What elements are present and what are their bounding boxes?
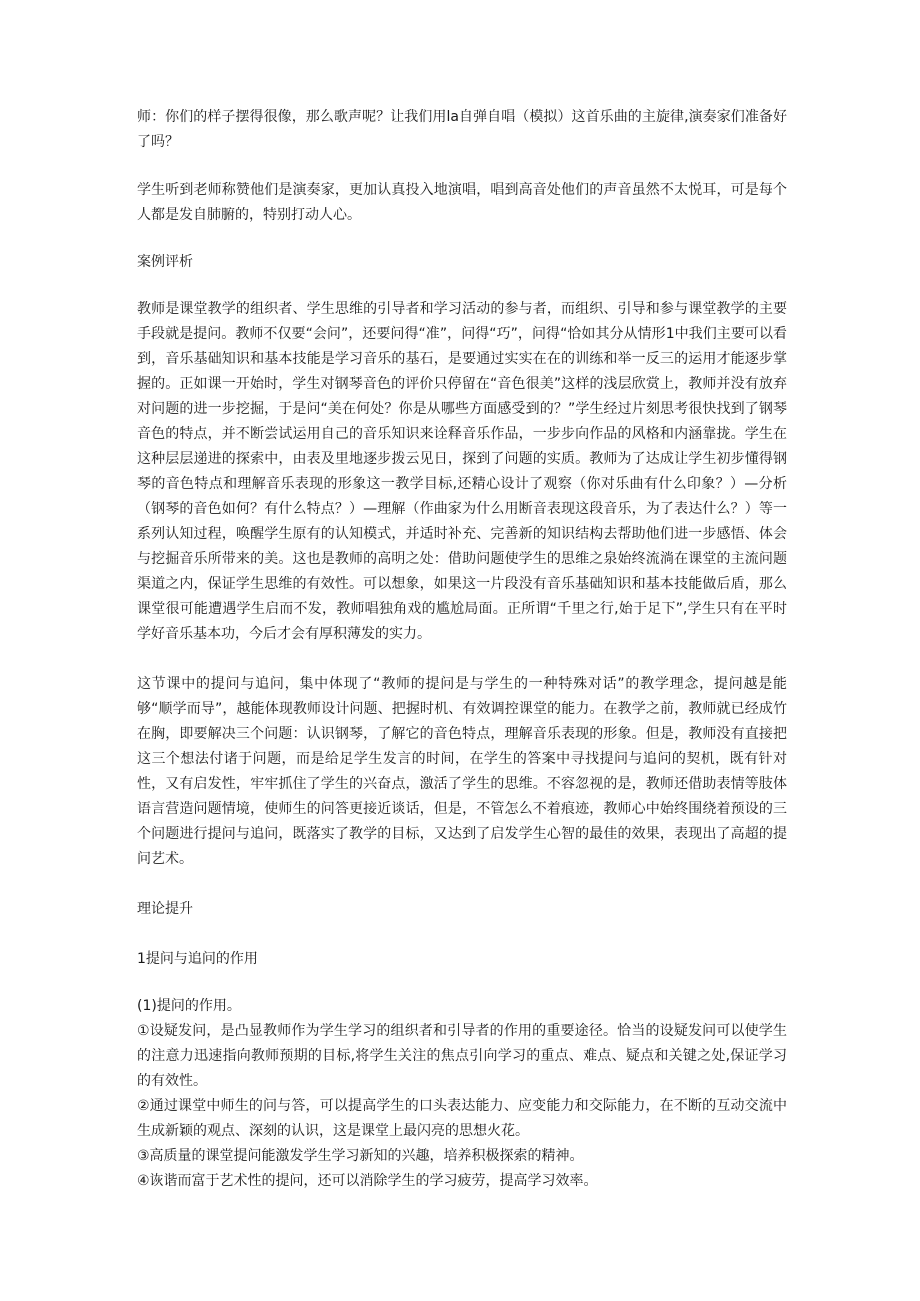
document-page — [137, 105, 787, 1194]
list-title: (1)提问的作用。 — [137, 998, 241, 1014]
heading-section-1: 1提问与追问的作用 — [137, 951, 258, 967]
list-item: ③高质量的课堂提问能激发学生学习新知的兴趣，培养积极探索的精神。 — [137, 1148, 584, 1164]
paragraph-case-analysis-2: 这节课中的提问与追问，集中体现了“教师的提问是与学生的一种特殊对话”的教学理念，提问越是能够“顺学而导”，越能体现教师设计问题、把握时机、有效调控课堂的能力。在教学之前，教师就已经成竹在胸，即要解决三个问题：认识钢琴，了解它的音色特点，理解音乐表现的形象。但是，教师没有直接把这三个想法付诸于问题，而是给足学生发言的时间，在学生的答案中寻找提问与追问的契机，既有针对性，又有启发性，牢牢抓住了学生的兴奋点，激活了学生的思维。不容忽视的是，教师还借助表情等肢体语言营造问题情境，使师生的问答更接近谈话，但是，不管怎么不着痕迹，教师心中始终围绕着预设的三个问题进行提问与追问，既落实了教学的目标，又达到了启发学生心智的最佳的效果，表现出了高超的提问艺术。 — [137, 676, 787, 867]
paragraph-case-analysis-1: 教师是课堂教学的组织者、学生思维的引导者和学习活动的参与者，而组织、引导和参与课堂教学的主要手段就是提问。教师不仅要“会问”，还要问得“准”，问得“巧”，问得“恰如其分从情形1中我们主要可以看到，音乐基础知识和基本技能是学习音乐的基石，是要通过实实在在的训练和举一反三的运用才能逐步掌握的。正如课一开始时，学生对钢琴音色的评价只停留在“音色很美”这样的浅层欣赏上，教师并没有放弃对问题的进一步挖掘，于是问“美在何处？你是从哪些方面感受到的？”学生经过片刻思考很快找到了钢琴音色的特点，并不断尝试运用自己的音乐知识来诠释音乐作品，一步步向作品的风格和内涵靠拢。学生在这种层层递进的探索中，由表及里地逐步拨云见日，探到了问题的实质。教师为了达成让学生初步懂得钢琴的音色特点和理解音乐表现的形象这一教学目标,还精心设计了观察（你对乐曲有什么印象？）—分析（钢琴的音色如何？有什么特点？）—理解（作曲家为什么用断音表现这段音乐，为了表达什么？）等一系列认知过程，唤醒学生原有的认知模式，并适时补充、完善新的知识结构去帮助他们进一步感悟、体会与挖掘音乐所带来的美。这也是教师的高明之处：借助问题使学生的思维之泉始终流淌在课堂的主流问题渠道之内，保证学生思维的有效性。可以想象，如果这一片段没有音乐基础知识和基本技能做后盾，那么课堂很可能遭遇学生启而不发，教师唱独角戏的尴尬局面。正所谓“千里之行,始于足下”,学生只有在平时学好音乐基本功，今后才会有厚积薄发的实力。 — [137, 301, 787, 642]
paragraph-student-response: 学生听到老师称赞他们是演奏家，更加认真投入地演唱，唱到高音处他们的声音虽然不太悦耳，可是每个人都是发自肺腑的，特别打动人心。 — [137, 182, 787, 223]
heading-case-analysis: 案例评析 — [137, 254, 193, 270]
list-item: ①设疑发问，是凸显教师作为学生学习的组织者和引导者的作用的重要途径。恰当的设疑发问可以使学生的注意力迅速指向教师预期的目标,将学生关注的焦点引向学习的重点、难点、疑点和关键之处,保证学习的有效性。 — [137, 1023, 787, 1089]
role-list — [137, 994, 787, 1194]
paragraph-teacher-line: 师：你们的样子摆得很像，那么歌声呢？让我们用la自弹自唱（模拟）这首乐曲的主旋律,演奏家们准备好了吗？ — [137, 109, 787, 150]
list-item: ②通过课堂中师生的问与答，可以提高学生的口头表达能力、应变能力和交际能力，在不断的互动交流中生成新颖的观点、深刻的认识，这是课堂上最闪亮的思想火花。 — [137, 1098, 787, 1139]
list-item: ④诙谐而富于艺术性的提问，还可以消除学生的学习疲劳，提高学习效率。 — [137, 1173, 598, 1189]
heading-theory: 理论提升 — [137, 901, 193, 917]
